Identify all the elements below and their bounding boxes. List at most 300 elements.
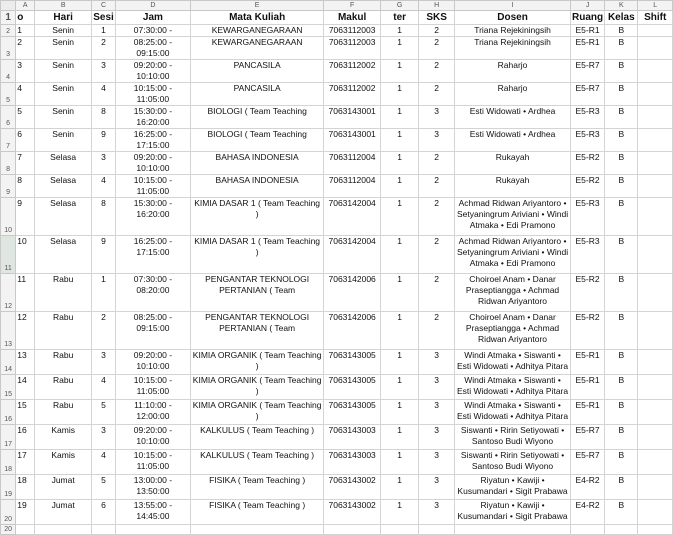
cell-ter[interactable]: 1 [381,274,419,312]
empty-cell[interactable] [16,525,35,535]
cell-jam[interactable]: 10:15:00 - 11:05:00 [115,83,190,106]
cell-jam[interactable]: 10:15:00 - 11:05:00 [115,375,190,400]
row-number[interactable]: 12 [1,274,16,312]
cell-shift[interactable] [638,274,673,312]
cell-mk[interactable]: KIMIA DASAR 1 ( Team Teaching ) [191,236,324,274]
cell-ter[interactable]: 1 [381,37,419,60]
cell-shift[interactable] [638,350,673,375]
cell-ter[interactable]: 1 [381,312,419,350]
cell-kelas[interactable]: B [605,425,638,450]
cell-jam[interactable]: 15:30:00 - 16:20:00 [115,106,190,129]
cell-mk[interactable]: KIMIA ORGANIK ( Team Teaching ) [191,400,324,425]
cell-no[interactable]: 3 [16,60,35,83]
cell-ruang[interactable]: E5-R3 [571,129,605,152]
cell-no[interactable]: 14 [16,375,35,400]
cell-ter[interactable]: 1 [381,83,419,106]
column-header-k[interactable]: K [605,1,638,11]
cell-hari[interactable]: Senin [35,83,92,106]
cell-shift[interactable] [638,236,673,274]
cell-ter[interactable]: 1 [381,106,419,129]
cell-ter[interactable]: 1 [381,350,419,375]
cell-jam[interactable]: 09:20:00 - 10:10:00 [115,425,190,450]
cell-sks[interactable]: 2 [419,60,455,83]
select-all-corner[interactable] [1,1,16,11]
table-row [1,106,673,129]
cell-sks[interactable]: 3 [419,106,455,129]
table-row [1,312,673,350]
cell-ter[interactable]: 1 [381,375,419,400]
header-hari[interactable]: Hari [35,11,92,25]
cell-no[interactable]: 10 [16,236,35,274]
cell-kelas[interactable]: B [605,475,638,500]
cell-kelas[interactable]: B [605,175,638,198]
cell-no[interactable]: 13 [16,350,35,375]
header-mata-kuliah[interactable]: Mata Kuliah [191,11,324,25]
cell-sesi[interactable]: 5 [92,475,116,500]
column-header-i[interactable]: I [455,1,571,11]
cell-mk[interactable]: BAHASA INDONESIA [191,175,324,198]
cell-mk[interactable]: BIOLOGI ( Team Teaching [191,106,324,129]
row-number[interactable]: 7 [1,129,16,152]
cell-mk[interactable]: FISIKA ( Team Teaching ) [191,475,324,500]
cell-shift[interactable] [638,106,673,129]
row-number[interactable]: 6 [1,106,16,129]
cell-ruang[interactable]: E5-R7 [571,450,605,475]
cell-mk[interactable]: BIOLOGI ( Team Teaching [191,129,324,152]
cell-dosen[interactable]: Windi Atmaka • Siswanti • Esti Widowati • Adhitya Pitara [455,400,571,425]
cell-sks[interactable]: 3 [419,475,455,500]
row-number[interactable]: 9 [1,175,16,198]
cell-makul[interactable]: 7063112003 [324,37,381,60]
cell-sesi[interactable]: 3 [92,425,116,450]
cell-shift[interactable] [638,400,673,425]
cell-shift[interactable] [638,500,673,525]
cell-makul[interactable]: 7063112002 [324,60,381,83]
cell-sks[interactable]: 2 [419,25,455,37]
cell-hari[interactable]: Senin [35,25,92,37]
table-row [1,198,673,236]
cell-kelas[interactable]: B [605,375,638,400]
cell-hari[interactable]: Rabu [35,312,92,350]
row-number[interactable]: 8 [1,152,16,175]
cell-no[interactable]: 5 [16,106,35,129]
cell-no[interactable]: 16 [16,425,35,450]
cell-makul[interactable]: 7063112002 [324,83,381,106]
cell-kelas[interactable]: B [605,400,638,425]
row-number[interactable]: 4 [1,60,16,83]
cell-ter[interactable]: 1 [381,400,419,425]
row-number[interactable]: 16 [1,400,16,425]
cell-shift[interactable] [638,375,673,400]
cell-kelas[interactable]: B [605,500,638,525]
empty-cell[interactable] [92,525,116,535]
cell-sesi[interactable]: 9 [92,236,116,274]
table-row [1,525,673,535]
cell-sks[interactable]: 2 [419,152,455,175]
cell-dosen[interactable]: Triana Rejekiningsih [455,25,571,37]
cell-makul[interactable]: 7063143005 [324,400,381,425]
cell-sks[interactable]: 3 [419,129,455,152]
table-row [1,152,673,175]
cell-ter[interactable]: 1 [381,60,419,83]
empty-cell[interactable] [381,525,419,535]
cell-hari[interactable]: Selasa [35,175,92,198]
cell-no[interactable]: 6 [16,129,35,152]
cell-mk[interactable]: FISIKA ( Team Teaching ) [191,500,324,525]
cell-jam[interactable]: 08:25:00 - 09:15:00 [115,37,190,60]
cell-jam[interactable]: 10:15:00 - 11:05:00 [115,450,190,475]
cell-shift[interactable] [638,129,673,152]
cell-ruang[interactable]: E4-R2 [571,500,605,525]
row-number[interactable]: 3 [1,37,16,60]
cell-ter[interactable]: 1 [381,450,419,475]
empty-cell[interactable] [191,525,324,535]
cell-makul[interactable]: 7063143005 [324,350,381,375]
cell-jam[interactable]: 07:30:00 - [115,25,190,37]
header-jam[interactable]: Jam [115,11,190,25]
cell-sks[interactable]: 2 [419,175,455,198]
empty-cell[interactable] [455,525,571,535]
cell-ruang[interactable]: E5-R2 [571,312,605,350]
cell-no[interactable]: 4 [16,83,35,106]
cell-dosen[interactable]: Raharjo [455,60,571,83]
cell-shift[interactable] [638,152,673,175]
cell-makul[interactable]: 7063142006 [324,274,381,312]
empty-cell[interactable] [605,525,638,535]
cell-jam[interactable]: 09:20:00 - 10:10:00 [115,60,190,83]
cell-dosen[interactable]: Choiroel Anam • Danar Praseptiangga • Achmad Ridwan Ariyantoro [455,312,571,350]
row-number[interactable]: 13 [1,312,16,350]
cell-dosen[interactable]: Achmad Ridwan Ariyantoro • Setyaningrum Ariviani • Windi Atmaka • Edi Pramono [455,236,571,274]
cell-hari[interactable]: Rabu [35,274,92,312]
cell-no[interactable]: 7 [16,152,35,175]
cell-ruang[interactable]: E5-R1 [571,37,605,60]
cell-jam[interactable]: 09:20:00 - 10:10:00 [115,152,190,175]
row-number[interactable]: 17 [1,425,16,450]
cell-mk[interactable]: KALKULUS ( Team Teaching ) [191,450,324,475]
column-header-h[interactable]: H [419,1,455,11]
table-row [1,475,673,500]
cell-sesi[interactable]: 6 [92,500,116,525]
cell-sks[interactable]: 2 [419,37,455,60]
column-header-d[interactable]: D [115,1,190,11]
cell-kelas[interactable]: B [605,106,638,129]
cell-jam[interactable]: 11:10:00 - 12:00:00 [115,400,190,425]
cell-dosen[interactable]: Siswanti • Ririn Setiyowati • Santoso Budi Wiyono [455,425,571,450]
cell-shift[interactable] [638,175,673,198]
table-header-row [1,11,673,25]
cell-shift[interactable] [638,25,673,37]
header-ter[interactable]: ter [381,11,419,25]
cell-dosen[interactable]: Siswanti • Ririn Setiyowati • Santoso Budi Wiyono [455,450,571,475]
cell-sks[interactable]: 3 [419,425,455,450]
cell-kelas[interactable]: B [605,129,638,152]
cell-dosen[interactable]: Rukayah [455,152,571,175]
header-makul[interactable]: Makul [324,11,381,25]
cell-shift[interactable] [638,450,673,475]
cell-ruang[interactable]: E5-R7 [571,83,605,106]
header-no[interactable]: o [16,11,35,25]
column-header-l[interactable]: L [638,1,673,11]
cell-ter[interactable]: 1 [381,129,419,152]
row-number[interactable]: 19 [1,475,16,500]
cell-kelas[interactable]: B [605,198,638,236]
cell-sks[interactable]: 2 [419,312,455,350]
cell-ruang[interactable]: E5-R1 [571,400,605,425]
cell-mk[interactable]: KIMIA DASAR 1 ( Team Teaching ) [191,198,324,236]
column-header-e[interactable]: E [191,1,324,11]
cell-dosen[interactable]: Rukayah [455,175,571,198]
cell-kelas[interactable]: B [605,37,638,60]
row-number[interactable]: 2 [1,25,16,37]
cell-sks[interactable]: 3 [419,400,455,425]
cell-ruang[interactable]: E4-R2 [571,475,605,500]
cell-sesi[interactable]: 8 [92,198,116,236]
cell-hari[interactable]: Kamis [35,450,92,475]
cell-makul[interactable]: 7063143002 [324,500,381,525]
row-number[interactable]: 18 [1,450,16,475]
cell-sks[interactable]: 3 [419,375,455,400]
row-number[interactable]: 15 [1,375,16,400]
cell-no[interactable]: 1 [16,25,35,37]
cell-sesi[interactable]: 4 [92,450,116,475]
cell-hari[interactable]: Selasa [35,152,92,175]
cell-makul[interactable]: 7063143002 [324,475,381,500]
cell-kelas[interactable]: B [605,60,638,83]
cell-sks[interactable]: 2 [419,83,455,106]
table-row [1,37,673,60]
cell-mk[interactable]: KEWARGANEGARAAN [191,37,324,60]
cell-hari[interactable]: Rabu [35,375,92,400]
row-number[interactable]: 5 [1,83,16,106]
cell-hari[interactable]: Jumat [35,500,92,525]
row-number[interactable]: 1 [1,11,16,25]
column-header-a[interactable]: A [16,1,35,11]
cell-ter[interactable]: 1 [381,425,419,450]
cell-sesi[interactable]: 2 [92,37,116,60]
cell-dosen[interactable]: Riyatun • Kawiji • Kusumandari • Sigit Prabawa [455,475,571,500]
empty-cell[interactable] [571,525,605,535]
cell-ter[interactable]: 1 [381,175,419,198]
cell-sks[interactable]: 2 [419,236,455,274]
header-sks[interactable]: SKS [419,11,455,25]
cell-sks[interactable]: 3 [419,350,455,375]
cell-sks[interactable]: 3 [419,450,455,475]
cell-no[interactable]: 18 [16,475,35,500]
row-number[interactable]: 10 [1,198,16,236]
header-sesi[interactable]: Sesi [93,12,114,23]
cell-makul[interactable]: 7063142004 [324,198,381,236]
row-number[interactable]: 20 [1,525,16,535]
empty-cell[interactable] [419,525,455,535]
cell-jam[interactable]: 09:20:00 - 10:10:00 [115,350,190,375]
table-row [1,450,673,475]
header-dosen[interactable]: Dosen [455,11,571,25]
cell-jam[interactable]: 16:25:00 - 17:15:00 [115,236,190,274]
cell-no[interactable]: 19 [16,500,35,525]
empty-cell[interactable] [638,525,673,535]
cell-dosen[interactable]: Triana Rejekiningsih [455,37,571,60]
cell-shift[interactable] [638,198,673,236]
row-number[interactable]: 11 [1,236,16,274]
cell-ruang[interactable]: E5-R1 [571,375,605,400]
column-header-f[interactable]: F [324,1,381,11]
header-shift[interactable]: Shift [638,11,673,25]
cell-ruang[interactable]: E5-R1 [571,25,605,37]
cell-hari[interactable]: Selasa [35,236,92,274]
cell-mk[interactable]: PANCASILA [191,60,324,83]
cell-hari[interactable]: Rabu [35,400,92,425]
header-ruang[interactable]: Ruang [572,12,604,23]
cell-ter[interactable]: 1 [381,198,419,236]
cell-shift[interactable] [638,312,673,350]
cell-ruang[interactable]: E5-R1 [571,350,605,375]
cell-makul[interactable]: 7063112003 [324,25,381,37]
cell-no[interactable]: 17 [16,450,35,475]
cell-sesi[interactable]: 3 [92,152,116,175]
cell-hari[interactable]: Rabu [35,350,92,375]
cell-dosen[interactable]: Riyatun • Kawiji • Kusumandari • Sigit Prabawa [455,500,571,525]
cell-sesi[interactable]: 1 [92,274,116,312]
cell-ter[interactable]: 1 [381,25,419,37]
cell-dosen[interactable]: Choiroel Anam • Danar Praseptiangga • Achmad Ridwan Ariyantoro [455,274,571,312]
cell-shift[interactable] [638,37,673,60]
cell-ruang[interactable]: E5-R3 [571,106,605,129]
empty-cell[interactable] [324,525,381,535]
header-kelas[interactable]: Kelas [605,11,638,25]
cell-kelas[interactable]: B [605,274,638,312]
cell-dosen[interactable]: Windi Atmaka • Siswanti • Esti Widowati • Adhitya Pitara [455,375,571,400]
cell-jam[interactable]: 15:30:00 - 16:20:00 [115,198,190,236]
cell-shift[interactable] [638,475,673,500]
cell-kelas[interactable]: B [605,236,638,274]
row-number[interactable]: 14 [1,350,16,375]
table-row [1,25,673,37]
cell-sesi[interactable]: 4 [92,375,116,400]
cell-makul[interactable]: 7063142006 [324,312,381,350]
row-number[interactable]: 20 [1,500,16,525]
cell-jam[interactable]: 10:15:00 - 11:05:00 [115,175,190,198]
cell-ter[interactable]: 1 [381,152,419,175]
cell-jam[interactable]: 13:00:00 - 13:50:00 [115,475,190,500]
column-header-j[interactable]: J [571,1,605,11]
cell-ter[interactable]: 1 [381,500,419,525]
cell-no[interactable]: 9 [16,198,35,236]
cell-sesi[interactable]: 3 [92,60,116,83]
column-header-g[interactable]: G [381,1,419,11]
cell-kelas[interactable]: B [605,312,638,350]
cell-ruang[interactable]: E5-R7 [571,425,605,450]
cell-sks[interactable]: 3 [419,500,455,525]
cell-hari[interactable]: Senin [35,60,92,83]
cell-hari[interactable]: Selasa [35,198,92,236]
cell-kelas[interactable]: B [605,83,638,106]
cell-jam[interactable]: 07:30:00 - 08:20:00 [115,274,190,312]
cell-no[interactable]: 15 [16,400,35,425]
cell-shift[interactable] [638,60,673,83]
cell-ruang[interactable]: E5-R2 [571,152,605,175]
cell-kelas[interactable]: B [605,350,638,375]
table-row [1,274,673,312]
cell-ruang[interactable]: E5-R7 [571,60,605,83]
cell-dosen[interactable]: Esti Widowati • Ardhea [455,129,571,152]
cell-hari[interactable]: Senin [35,37,92,60]
cell-jam[interactable]: 08:25:00 - 09:15:00 [115,312,190,350]
cell-mk[interactable]: BAHASA INDONESIA [191,152,324,175]
cell-mk[interactable]: PENGANTAR TEKNOLOGI PERTANIAN ( Team [191,274,324,312]
cell-sesi[interactable]: 9 [92,129,116,152]
cell-ruang[interactable]: E5-R2 [571,274,605,312]
cell-no[interactable]: 2 [16,37,35,60]
cell-jam[interactable]: 16:25:00 - 17:15:00 [115,129,190,152]
cell-makul[interactable]: 7063143001 [324,129,381,152]
table-row [1,500,673,525]
cell-makul[interactable]: 7063143001 [324,106,381,129]
cell-hari[interactable]: Jumat [35,475,92,500]
cell-kelas[interactable]: B [605,450,638,475]
cell-dosen[interactable]: Raharjo [455,83,571,106]
cell-shift[interactable] [638,83,673,106]
empty-cell[interactable] [115,525,190,535]
column-header-b[interactable]: B [35,1,92,11]
cell-makul[interactable]: 7063112004 [324,152,381,175]
empty-cell[interactable] [35,525,92,535]
cell-dosen[interactable]: Esti Widowati • Ardhea [455,106,571,129]
cell-kelas[interactable]: B [605,152,638,175]
cell-makul[interactable]: 7063142004 [324,236,381,274]
table-row [1,83,673,106]
cell-ruang[interactable]: E5-R2 [571,175,605,198]
cell-sks[interactable]: 2 [419,198,455,236]
cell-sesi[interactable]: 8 [92,106,116,129]
column-header-c[interactable]: C [92,1,116,11]
cell-dosen[interactable]: Achmad Ridwan Ariyantoro • Setyaningrum Ariviani • Windi Atmaka • Edi Pramono [455,198,571,236]
cell-ter[interactable]: 1 [381,236,419,274]
cell-mk[interactable]: KEWARGANEGARAAN [191,25,324,37]
cell-mk[interactable]: KALKULUS ( Team Teaching ) [191,425,324,450]
cell-hari[interactable]: Kamis [35,425,92,450]
table-row [1,375,673,400]
cell-ruang[interactable]: E5-R3 [571,236,605,274]
cell-no[interactable]: 8 [16,175,35,198]
cell-no[interactable]: 11 [16,274,35,312]
cell-hari[interactable]: Senin [35,106,92,129]
cell-ter[interactable]: 1 [381,475,419,500]
cell-makul[interactable]: 7063112004 [324,175,381,198]
cell-sesi[interactable]: 5 [92,400,116,425]
cell-makul[interactable]: 7063143003 [324,425,381,450]
cell-hari[interactable]: Senin [35,129,92,152]
cell-mk[interactable]: PENGANTAR TEKNOLOGI PERTANIAN ( Team [191,312,324,350]
cell-mk[interactable]: KIMIA ORGANIK ( Team Teaching ) [191,350,324,375]
cell-sesi[interactable]: 4 [92,83,116,106]
cell-sesi[interactable]: 3 [92,350,116,375]
cell-sesi[interactable]: 1 [92,25,116,37]
cell-dosen[interactable]: Windi Atmaka • Siswanti • Esti Widowati • Adhitya Pitara [455,350,571,375]
cell-kelas[interactable]: B [605,25,638,37]
cell-makul[interactable]: 7063143003 [324,450,381,475]
cell-mk[interactable]: PANCASILA [191,83,324,106]
cell-sks[interactable]: 2 [419,274,455,312]
cell-sesi[interactable]: 2 [92,312,116,350]
cell-jam[interactable]: 13:55:00 - 14:45:00 [115,500,190,525]
cell-makul[interactable]: 7063143005 [324,375,381,400]
cell-shift[interactable] [638,425,673,450]
cell-mk[interactable]: KIMIA ORGANIK ( Team Teaching ) [191,375,324,400]
cell-no[interactable]: 12 [16,312,35,350]
cell-ruang[interactable]: E5-R3 [571,198,605,236]
cell-sesi[interactable]: 4 [92,175,116,198]
